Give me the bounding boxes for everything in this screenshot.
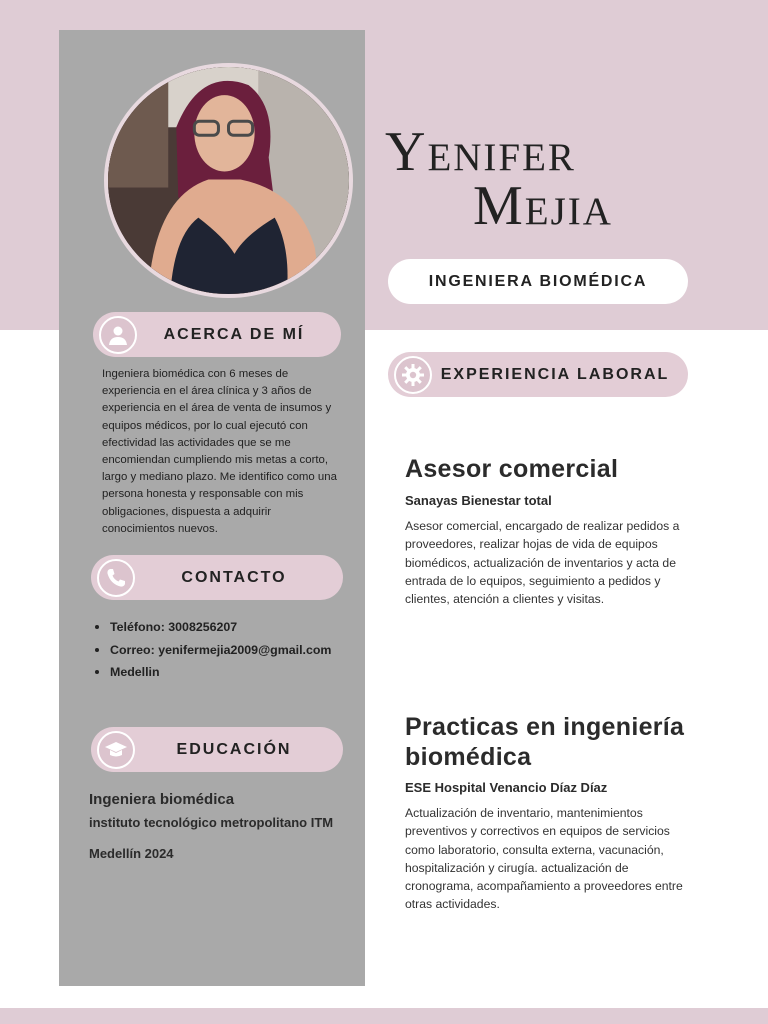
- contact-heading: CONTACTO: [181, 568, 287, 586]
- about-heading: ACERCA DE MÍ: [163, 325, 305, 343]
- job-company: Sanayas Bienestar total: [405, 493, 552, 508]
- contact-email: Correo: yenifermejia2009@gmail.com: [90, 641, 360, 664]
- experience-heading-pill: [388, 352, 688, 397]
- job-title: Asesor comercial: [405, 455, 619, 483]
- contact-heading-pill: [91, 555, 343, 600]
- phone-icon: [97, 559, 135, 597]
- job-title: Practicas en ingeniería biomédica: [405, 713, 685, 771]
- role-label: INGENIERA BIOMÉDICA: [428, 272, 648, 290]
- gear-icon: [394, 356, 432, 394]
- about-text: Ingeniera biomédica con 6 meses de experiencia en el área clínica y 3 años de experiencia en el área de venta de insumos y equipos médicos, por lo cual ejecutó con efectividad las actividades que se me encomiendan cumpliendo mis metas a corto, largo y mediano plazo. Me identifico como una persona honesta y responsable con mis obligaciones, dispuesta a adquirir conocimientos nuevos.: [102, 368, 337, 535]
- experience-heading: EXPERIENCIA LABORAL: [440, 365, 670, 383]
- person-name: [385, 121, 745, 237]
- contact-city: Medellin: [90, 663, 360, 686]
- education-heading: EDUCACIÓN: [176, 740, 292, 758]
- user-icon: [99, 316, 137, 354]
- graduation-cap-icon: [97, 731, 135, 769]
- profile-photo: [104, 63, 353, 298]
- job-company: ESE Hospital Venancio Díaz Díaz: [405, 780, 608, 795]
- job-description: Asesor comercial, encargado de realizar pedidos a proveedores, realizar hojas de vida de equipos biomédicos, actualización de inventarios y acta de entrada de lo equipos, seguimiento a pedidos y clientes, atención a clientes y visitas.: [405, 519, 680, 607]
- about-heading-pill: [93, 312, 341, 357]
- contact-phone: Teléfono: 3008256207: [90, 618, 360, 641]
- job-description: Actualización de inventario, mantenimientos preventivos y correctivos en equipos de servicios como laboratorio, consulta externa, vacunación, hospitalización y cirugía. actualización de cronograma, acompañamiento a proveedores entre otras actividades.: [405, 806, 683, 912]
- role-badge: [388, 259, 688, 304]
- education-location-year: Medellín 2024: [89, 846, 174, 861]
- education-institution: instituto tecnológico metropolitano ITM: [89, 815, 334, 830]
- education-degree: Ingeniera biomédica: [89, 791, 235, 808]
- last-name: Mejia: [473, 175, 613, 237]
- first-name: Yenifer: [385, 121, 576, 183]
- footer-strip: [0, 1008, 768, 1024]
- contact-list: [90, 618, 360, 686]
- education-heading-pill: [91, 727, 343, 772]
